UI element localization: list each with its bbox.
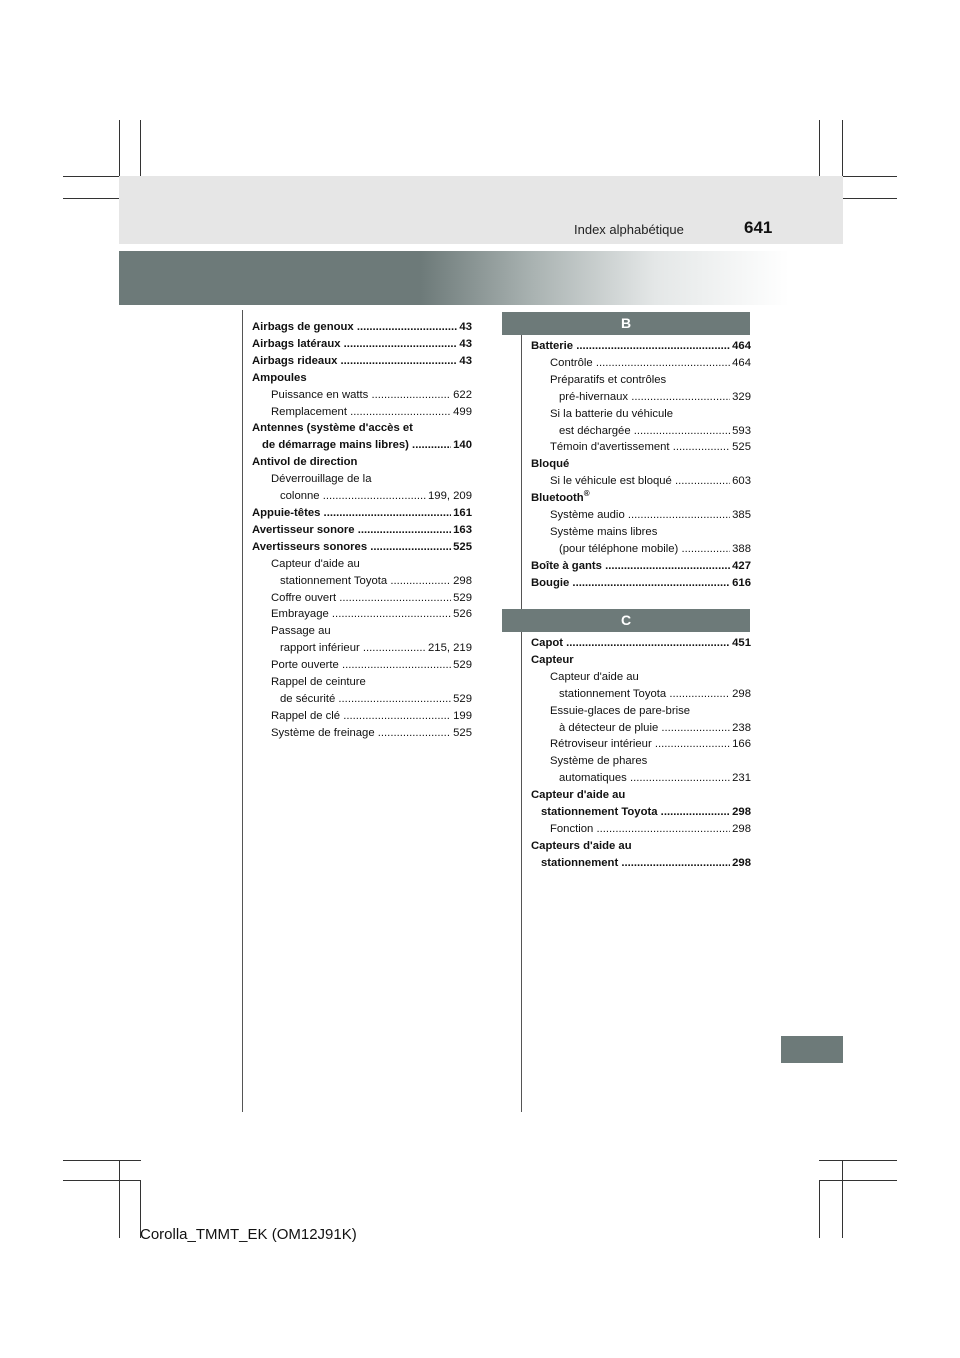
index-entry-label: Avertisseurs sonores .....: [252, 541, 472, 553]
index-entry-label: Si le véhicule est bloqué .....: [550, 475, 751, 487]
index-entry-page: 616: [730, 575, 751, 592]
index-entry-page: 525: [451, 539, 472, 556]
index-entry: [531, 669, 751, 686]
crop-mark: [63, 1180, 141, 1181]
index-entry-label: Bougie .....: [531, 577, 751, 589]
index-entry: [252, 691, 472, 708]
index-entry-page: 43: [457, 319, 472, 336]
index-entry: [252, 370, 472, 387]
index-entry: [531, 736, 751, 753]
index-entry-page: 199: [451, 708, 472, 725]
index-entry-page: 526: [451, 606, 472, 623]
index-entry: [252, 471, 472, 488]
index-entry-page: 499: [451, 404, 472, 421]
section-head-c: C: [502, 609, 750, 632]
index-entry-page: 464: [730, 338, 751, 355]
index-entry: [252, 336, 472, 353]
index-entry-label: Contrôle .....: [550, 357, 751, 369]
index-entry: [531, 703, 751, 720]
index-entry-page: 199, 209: [426, 488, 472, 505]
index-entry: [252, 623, 472, 640]
index-entry-label: Système audio .....: [550, 509, 751, 521]
index-entry: [531, 507, 751, 524]
index-entry: [531, 389, 751, 406]
index-entry-page: 161: [451, 505, 472, 522]
index-entry-page: 231: [730, 770, 751, 787]
header-title: Index alphabétique: [574, 222, 684, 237]
index-entry: [531, 558, 751, 575]
index-entry-label: stationnement .....: [541, 857, 751, 869]
index-entry-page: 525: [730, 439, 751, 456]
index-entry: [531, 338, 751, 355]
index-entry-label: Airbags de genoux .....: [252, 321, 472, 333]
index-entry-label: Capteur: [531, 653, 574, 666]
index-entry-label: Système de phares: [550, 755, 648, 768]
registered-mark: ®: [583, 489, 590, 499]
index-entry-label: de sécurité .....: [280, 693, 472, 705]
index-entry-label: Si la batterie du véhicule: [550, 407, 674, 420]
index-entry-label: Airbags rideaux .....: [252, 355, 472, 367]
index-entry: [252, 437, 472, 454]
index-entry-label: Système mains libres: [550, 525, 658, 538]
index-entry: [531, 524, 751, 541]
index-entry-label: Capot .....: [531, 637, 751, 649]
index-entry-page: 525: [451, 725, 472, 742]
index-entry: [252, 674, 472, 691]
index-entry-label: Airbags latéraux .....: [252, 338, 472, 350]
crop-mark: [842, 1160, 843, 1238]
index-entry: [252, 640, 472, 657]
index-entry: [531, 787, 751, 804]
index-entry-label: Préparatifs et contrôles: [550, 373, 667, 386]
index-entry-label: Rappel de ceinture: [271, 676, 366, 689]
index-entry-label: Avertisseur sonore .....: [252, 524, 472, 536]
index-entry-label: à détecteur de pluie .....: [559, 722, 751, 734]
index-entry-label: stationnement Toyota .....: [280, 575, 472, 587]
index-entry-label: Témoin d'avertissement .....: [550, 441, 751, 453]
index-entry-label: Antennes (système d'accès et: [252, 422, 413, 435]
index-entry-label: Bluetooth: [531, 492, 584, 505]
crop-mark: [119, 1160, 120, 1238]
index-entry-label: stationnement Toyota .....: [559, 688, 751, 700]
index-entry: [531, 753, 751, 770]
index-entry-page: 385: [730, 507, 751, 524]
crop-mark: [819, 1160, 897, 1161]
index-entry-label: Essuie-glaces de pare-brise: [550, 704, 691, 717]
index-entry: [252, 387, 472, 404]
index-entry-page: 166: [730, 736, 751, 753]
index-entry-label: de démarrage mains libres) .....: [262, 439, 472, 451]
index-entry-label: Rappel de clé .....: [271, 710, 472, 722]
index-entry-label: Batterie .....: [531, 340, 751, 352]
index-entry: [252, 708, 472, 725]
section-head-b: B: [502, 312, 750, 335]
index-entry-label: Déverrouillage de la: [271, 473, 372, 486]
column-rule-center: [521, 318, 522, 1112]
index-entry-label: Rétroviseur intérieur .....: [550, 738, 751, 750]
index-entry-page: 464: [730, 355, 751, 372]
index-entry-label: Remplacement .....: [271, 406, 472, 418]
index-entry: [531, 770, 751, 787]
index-entry: [531, 686, 751, 703]
index-entry-page: 43: [457, 336, 472, 353]
index-entry-label: (pour téléphone mobile) .....: [559, 543, 751, 555]
index-entry: [531, 541, 751, 558]
index-entry: [252, 539, 472, 556]
crop-mark: [819, 1180, 820, 1238]
index-entry-page: 298: [730, 855, 751, 872]
index-column-b: [531, 338, 751, 592]
index-entry: [252, 353, 472, 370]
index-entry: [531, 838, 751, 855]
index-entry-label: Antivol de direction: [252, 456, 358, 469]
index-entry-label: Capteur d'aide au: [550, 670, 639, 683]
index-entry-label: Capteurs d'aide au: [531, 839, 632, 852]
column-rule-left: [242, 310, 243, 1112]
index-entry: [531, 439, 751, 456]
index-entry: [252, 606, 472, 623]
index-entry: [252, 725, 472, 742]
index-entry-page: 388: [730, 541, 751, 558]
index-entry-label: Passage au: [271, 625, 331, 638]
index-entry: [531, 355, 751, 372]
index-entry-page: 529: [451, 691, 472, 708]
index-entry-label: Bloqué: [531, 458, 570, 471]
index-entry-label: Puissance en watts .....: [271, 389, 472, 401]
index-entry-label: colonne .....: [280, 490, 472, 502]
crop-mark: [819, 1180, 897, 1181]
index-entry: [531, 720, 751, 737]
index-entry: [252, 573, 472, 590]
index-entry-page: 298: [730, 686, 751, 703]
index-entry-page: 298: [730, 804, 751, 821]
index-entry: [531, 804, 751, 821]
index-entry-page: 451: [730, 635, 751, 652]
index-entry: [252, 590, 472, 607]
index-entry-label: stationnement Toyota .....: [541, 806, 751, 818]
index-entry-label: Appuie-têtes .....: [252, 507, 472, 519]
footer-manual-code: Corolla_TMMT_EK (OM12J91K): [140, 1226, 357, 1243]
index-entry: [531, 652, 751, 669]
index-entry-page: 622: [451, 387, 472, 404]
index-entry-page: 427: [730, 558, 751, 575]
index-entry-page: 298: [451, 573, 472, 590]
index-entry-label: Coffre ouvert .....: [271, 592, 472, 604]
index-entry: [252, 454, 472, 471]
index-entry: [531, 490, 751, 507]
index-entry-label: Boîte à gants .....: [531, 560, 751, 572]
index-column-left: [252, 319, 472, 742]
index-entry: [531, 821, 751, 838]
index-column-c: [531, 635, 751, 872]
index-entry-page: 43: [457, 353, 472, 370]
index-entry: [531, 473, 751, 490]
crop-mark: [63, 1160, 141, 1161]
index-entry-label: pré-hivernaux .....: [559, 391, 751, 403]
index-entry-label: Capteur d'aide au: [531, 789, 626, 802]
index-entry: [531, 406, 751, 423]
index-entry: [531, 635, 751, 652]
index-entry: [252, 522, 472, 539]
index-entry-page: 163: [451, 522, 472, 539]
index-entry: [531, 456, 751, 473]
page-number: 641: [744, 218, 773, 237]
index-entry-label: Embrayage .....: [271, 608, 472, 620]
index-entry: [252, 319, 472, 336]
index-entry-label: Capteur d'aide au: [271, 557, 360, 570]
index-entry-label: Fonction .....: [550, 823, 751, 835]
index-entry: [252, 488, 472, 505]
index-entry-label: Ampoules: [252, 371, 307, 384]
index-entry-label: est déchargée .....: [559, 425, 751, 437]
index-entry-label: automatiques .....: [559, 772, 751, 784]
index-entry-page: 529: [451, 657, 472, 674]
index-entry-page: 215, 219: [426, 640, 472, 657]
chapter-tab: [781, 1036, 843, 1063]
index-entry: [531, 423, 751, 440]
index-entry-page: 603: [730, 473, 751, 490]
index-entry-label: Système de freinage .....: [271, 727, 472, 739]
header-gradient-band: [119, 251, 789, 305]
index-entry-page: 529: [451, 590, 472, 607]
index-entry-page: 140: [451, 437, 472, 454]
index-entry: [531, 855, 751, 872]
index-entry-page: 593: [730, 423, 751, 440]
index-entry: [252, 420, 472, 437]
header-band: [119, 176, 843, 244]
index-entry-page: 298: [730, 821, 751, 838]
index-entry-label: rapport inférieur .....: [280, 642, 472, 654]
index-entry-page: 329: [730, 389, 751, 406]
index-entry: [252, 657, 472, 674]
index-entry: [252, 556, 472, 573]
index-entry-label: Porte ouverte .....: [271, 659, 472, 671]
index-entry: [531, 575, 751, 592]
index-entry: [252, 404, 472, 421]
index-entry: [531, 372, 751, 389]
index-entry-page: 238: [730, 720, 751, 737]
index-entry: [252, 505, 472, 522]
